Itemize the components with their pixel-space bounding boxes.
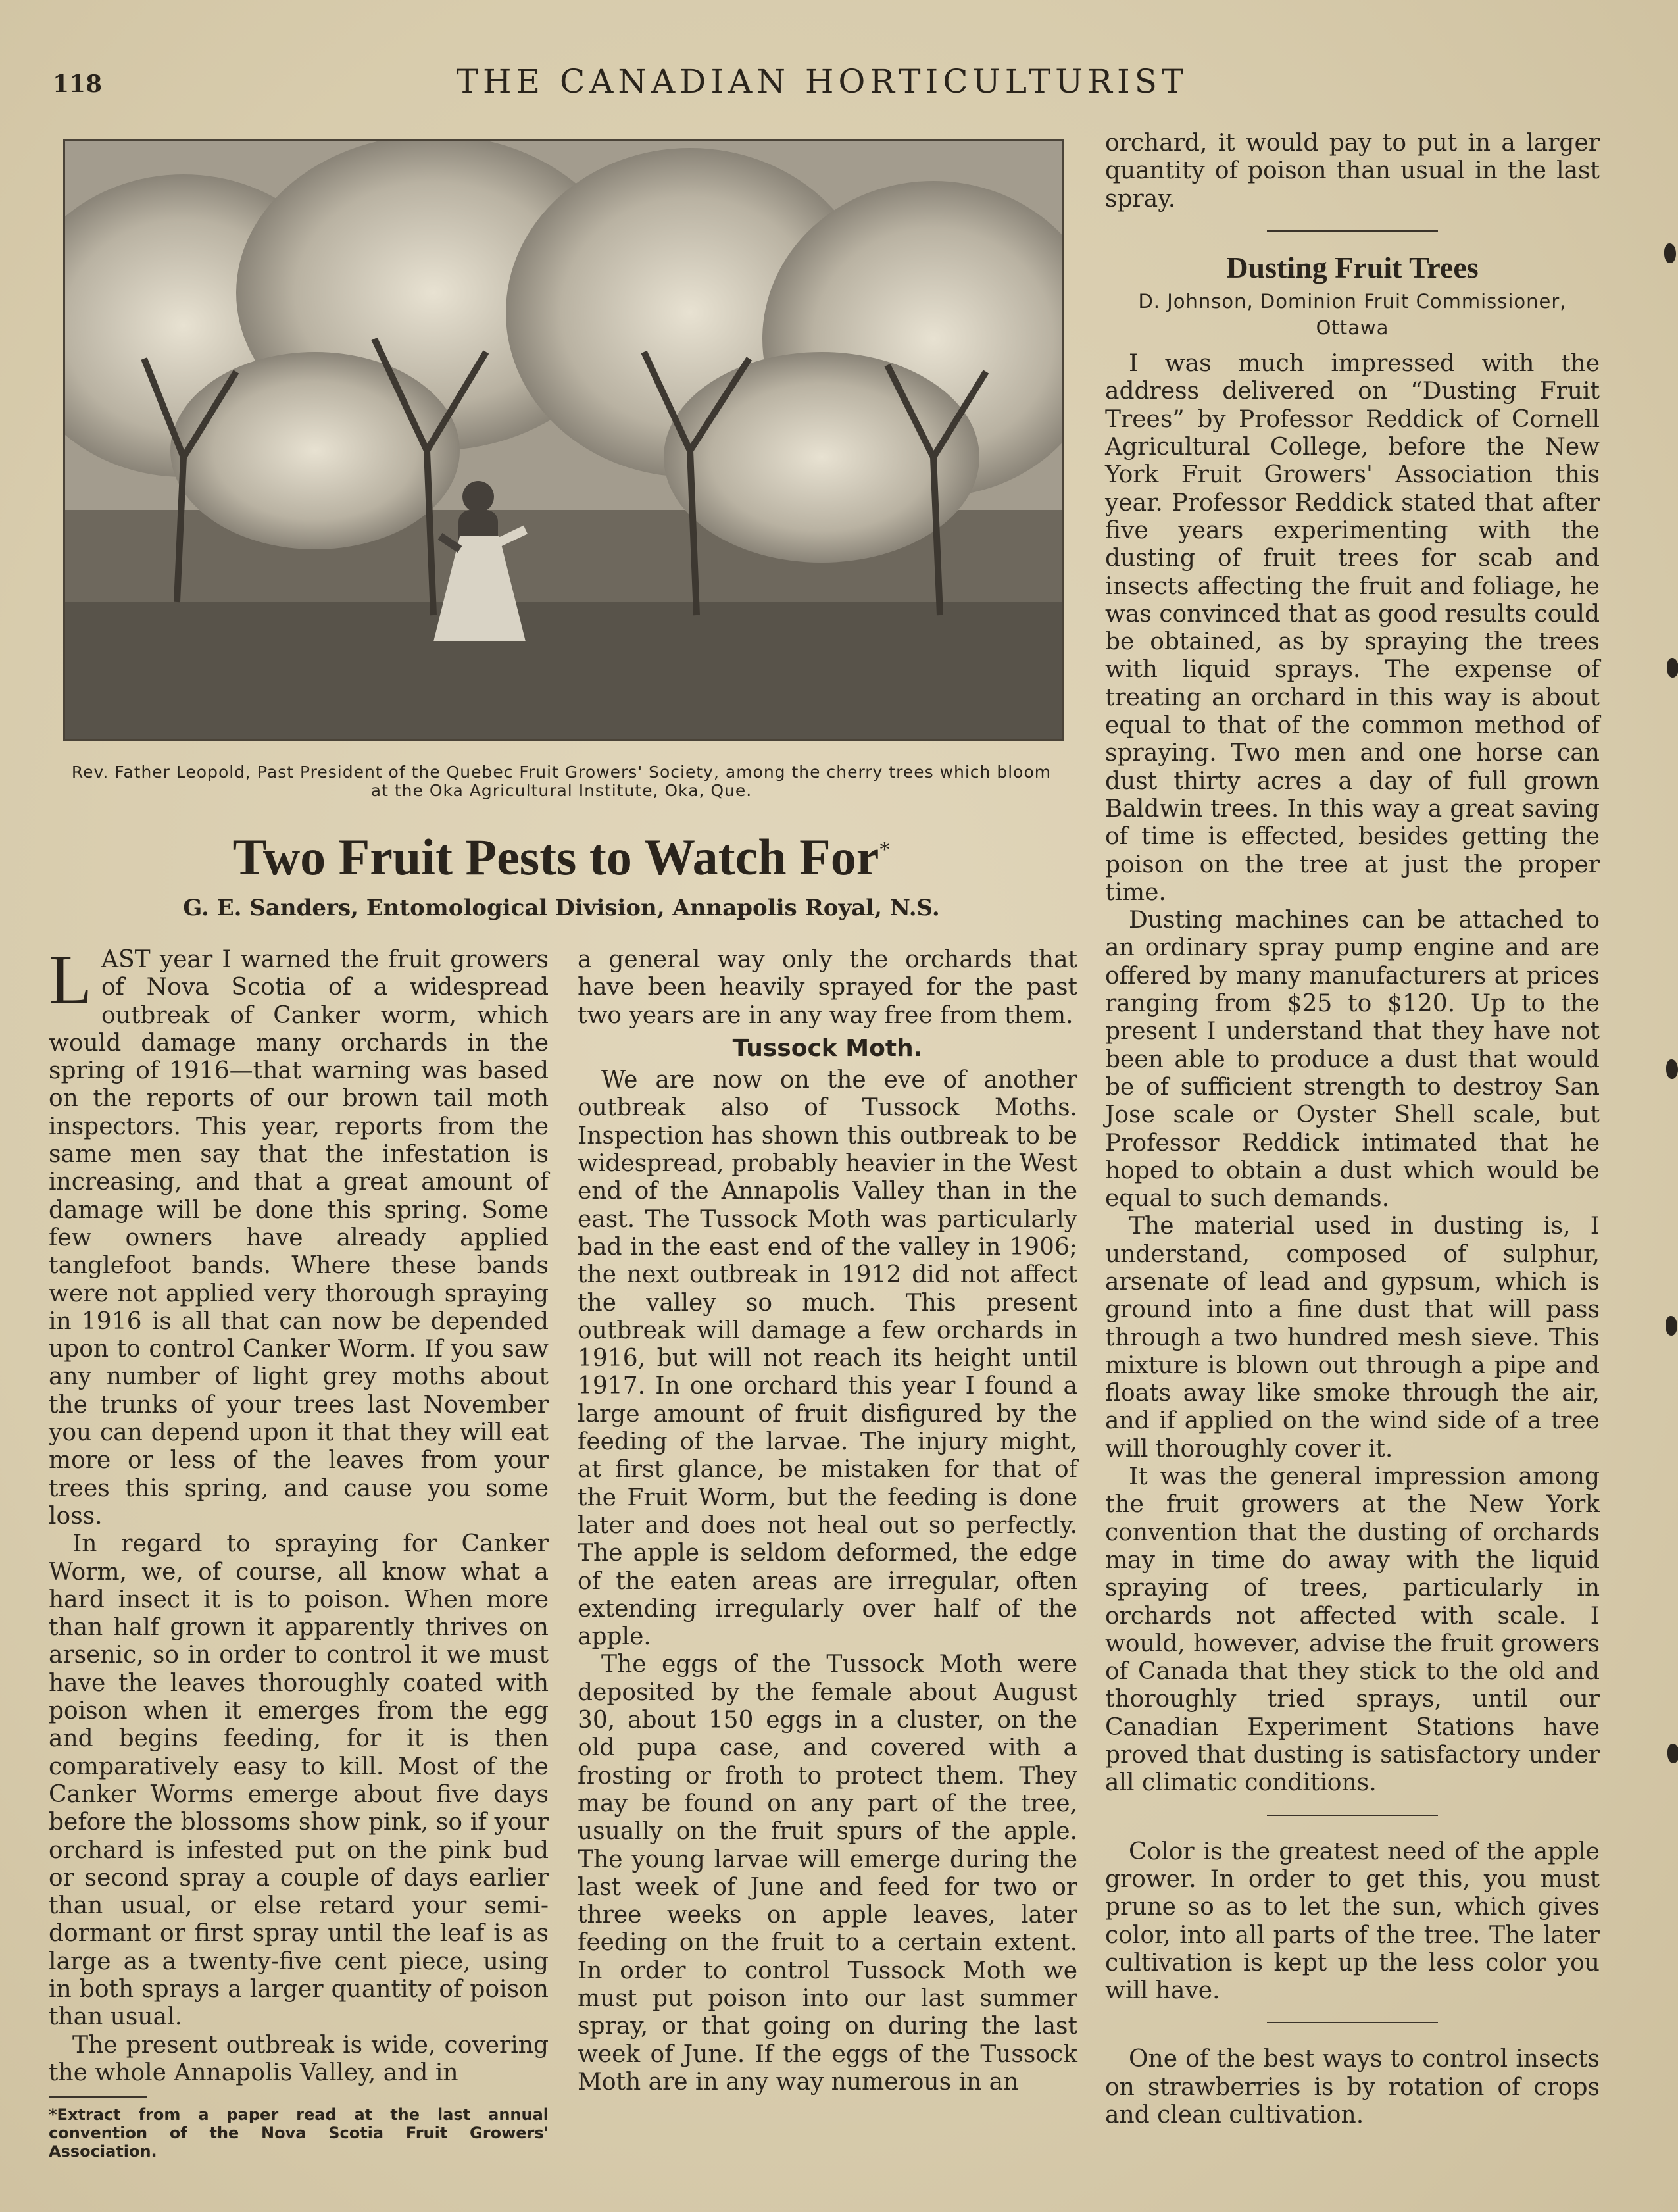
article-headline (63, 828, 1060, 887)
filler-paragraph: One of the best ways to control insects on strawberries is by rotation of crops and clean cultivation. (1105, 2046, 1600, 2128)
page-damage (1667, 658, 1678, 678)
headline-footnote-mark: * (879, 838, 891, 862)
page-number: 118 (53, 70, 103, 98)
page-damage (1666, 1059, 1678, 1079)
section-heading: Tussock Moth. (732, 1034, 923, 1062)
section-divider (1267, 230, 1438, 232)
journal-title: THE CANADIAN HORTICULTURIST (456, 63, 1189, 101)
orchard-photo (63, 139, 1064, 741)
dusting-paragraph: I was much impressed with the address delivered on “Dusting Fruit Trees” by Professor Reddick of Cornell Agricultural College, before the New York Fruit Growers' Association this year. Professor Reddick stated that after five years experimenting with the dusting of fruit trees for scab and insects affecting the fruit and foliage, he was convinced that as good results could be obtained, as by spraying the trees with liquid sprays. The expense of treating an orchard in this way is about equal to that of the common method of spraying. Two men and one horse can dust thirty acres a day of full grown Baldwin trees. In this way a great saving of time is effected, besides getting the poison on the tree at just the proper time. (1105, 350, 1600, 906)
page-damage (1666, 1316, 1677, 1336)
article-paragraph (49, 941, 549, 1530)
dusting-paragraph: The material used in dusting is, I understand, composed of sulphur, arsenate of lead and gypsum, which is ground into a fine dust that will pass through a two hundred mesh sieve. This mixture is blown out through a pipe and floats away like smoke through the air, and if applied on the wind side of a tree will thoroughly cover it. (1105, 1213, 1600, 1463)
article-paragraph: The eggs of the Tussock Moth were deposited by the female about August 30, about 150 eggs in a cluster, on the old pupa case, and covered with a frosting or froth to protect them. They may be found on any part of the tree, usually on the fruit spurs of the apple. The young larvae will emerge during the last week of June and feed for two or three weeks on apple leaves, later feeding on the fruit to a certain extent. In order to control Tussock Moth we must put poison into our last summer spray, or that going on during the last week of June. If the eggs of the Tussock Moth are in any way numerous in an (578, 1651, 1077, 2096)
page-damage (1664, 243, 1676, 263)
article-continuation: orchard, it would pay to put in a larger quantity of poison than usual in the last spray. (1105, 130, 1600, 213)
page-header (53, 63, 1592, 109)
article-paragraph: The present outbreak is wide, covering the whole Annapolis Valley, and in (49, 2031, 549, 2086)
dusting-headline: Dusting Fruit Trees (1226, 250, 1479, 284)
article-column-3 (1105, 130, 1600, 2129)
footnote: *Extract from a paper read at the last annual convention of the Nova Scotia Fruit Growers' Association. (49, 2105, 549, 2161)
section-divider (1267, 2022, 1438, 2023)
footnote-rule (49, 2096, 147, 2098)
drop-cap: L (49, 941, 92, 1019)
article-column-1 (49, 941, 549, 2087)
article-paragraph: We are now on the eve of another outbreak also of Tussock Moths. Inspection has shown this outbreak to be widespread, probably heavier in the West end of the Annapolis Valley than in the east. The Tussock Moth was particularly bad in the east end of the valley in 1906; the next outbreak in 1912 did not affect the valley so much. This present outbreak will damage a few orchards in 1916, but will not reach its height until 1917. In one orchard this year I found a large amount of fruit disfigured by the feeding of the larvae. The injury might, at first glance, be mistaken for that of the Fruit Worm, but the feeding is done later and does not heal out so perfectly. The apple is seldom deformed, the edge of the eaten areas are irregular, often extending irregularly over half of the apple. (578, 1067, 1077, 1651)
filler-paragraph: Color is the greatest need of the apple grower. In order to get this, you must prune so as to let the sun, which gives color, into all parts of the tree. The later cultivation is kept up the less color you will have. (1105, 1838, 1600, 2005)
photo-caption: Rev. Father Leopold, Past President of the Quebec Fruit Growers' Society, among the cherry trees which bloom at the Oka Agricultural Institute, Oka, Que. (71, 763, 1052, 800)
orchard-photo-image (65, 141, 1062, 739)
section-divider (1267, 1815, 1438, 1816)
paragraph-text: AST year I warned the fruit growers of Nova Scotia of a widespread outbreak of Canker worm, which would damage many orchards in the spring of 1916—that warning was based on the reports of our brown tail moth inspectors. This year, reports from the same men say that the infestation is increasing, and that a great amount of damage will be done this spring. Some few owners have already applied tanglefoot bands. Where these bands were not applied very thorough spraying in 1916 is all that can now be depended upon to control Canker Worm. If you saw any number of light grey moths about the trunks of your trees last November you can depend upon it that they will eat more or less of the leaves from your trees this spring, and cause you some loss. (49, 946, 549, 1530)
headline-text: Two Fruit Pests to Watch For (232, 828, 879, 886)
article-byline: G. E. Sanders, Entomological Division, Annapolis Royal, N.S. (183, 895, 940, 921)
dusting-paragraph: Dusting machines can be attached to an ordinary spray pump engine and are offered by many manufacturers at prices ranging from $25 to $120. Up to the present I understand that they have not been able to produce a dust that would be of sufficient strength to destroy San Jose scale or Oyster Shell scale, but Professor Reddick intimated that he hoped to obtain a dust which would be equal to such demands. (1105, 907, 1600, 1213)
article-paragraph: a general way only the orchards that have been heavily sprayed for the past two years are in any way free from them. (578, 946, 1077, 1029)
article-column-2 (578, 946, 1077, 2096)
page-damage (1667, 1744, 1678, 1763)
dusting-paragraph: It was the general impression among the fruit growers at the New York convention that the dusting of orchards may in time do away with the liquid spraying of trees, particularly in orchards not affected with scale. I would, however, advise the fruit growers of Canada that they stick to the old and thoroughly tried sprays, until our Canadian Experiment Stations have proved that dusting is satisfactory under all climatic conditions. (1105, 1463, 1600, 1797)
dusting-byline: D. Johnson, Dominion Fruit Commissioner, Ottawa (1138, 290, 1567, 339)
article-paragraph: In regard to spraying for Canker Worm, we, of course, all know what a hard insect it is to poison. When more than half grown it apparently thrives on arsenic, so in order to control it we must have the leaves thoroughly coated with poison when it emerges from the egg and begins feeding, for it is then comparatively easy to kill. Most of the Canker Worms emerge about five days before the blossoms show pink, so if your orchard is infested put on the pink bud or second spray a couple of days earlier than usual, or else retard your semi-dormant or first spray until the leaf is as large as a twenty-five cent piece, using in both sprays a larger quantity of poison than usual. (49, 1530, 549, 2031)
